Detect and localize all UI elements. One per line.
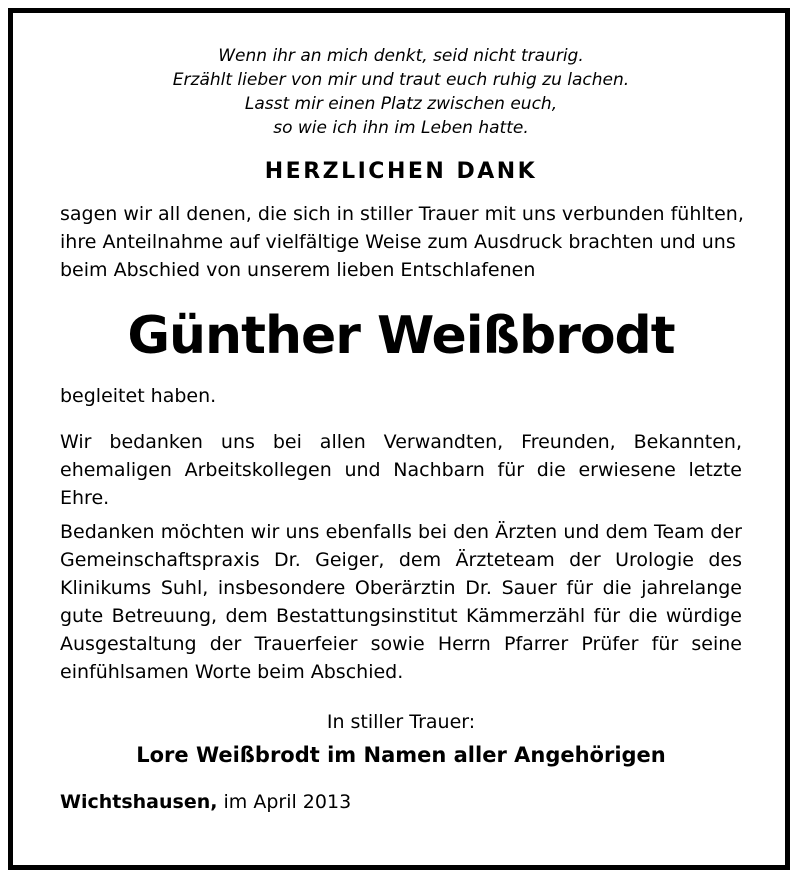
heading: HERZLICHEN DANK	[264, 159, 538, 184]
intro-line: sagen wir all denen, die sich in stiller Trauer mit uns verbunden fühlten,	[60, 203, 744, 225]
poem-line: Erzählt lieber von mir und traut euch ruhig zu lachen.	[172, 70, 630, 90]
mourning-line: In stiller Trauer:	[326, 711, 476, 733]
place-date-text: im April 2013	[223, 791, 352, 813]
intro-text	[60, 200, 742, 284]
signer: Lore Weißbrodt im Namen aller Angehörigen	[136, 743, 666, 767]
poem-line: Lasst mir einen Platz zwischen euch,	[244, 94, 558, 114]
after-name-text: begleitet haben.	[60, 385, 217, 407]
obituary-thanks-notice	[60, 44, 742, 816]
intro-line: ihre Anteilnahme auf vielfältige Weise zum Ausdruck brachten und uns	[60, 231, 736, 253]
poem-line: so wie ich ihn im Leben hatte.	[273, 118, 529, 138]
poem-line: Wenn ihr an mich denkt, seid nicht traurig.	[218, 46, 584, 66]
place-town: Wichtshausen,	[60, 791, 218, 813]
thanks-paragraph-1: Wir bedanken uns bei allen Verwandten, Freunden, Bekannten, ehemaligen Arbeitskollegen und Nachbarn für die erwiesene letzte Ehre.	[60, 431, 742, 509]
poem	[60, 44, 742, 140]
intro-line: beim Abschied von unserem lieben Entschlafenen	[60, 259, 536, 281]
thanks-paragraph-2: Bedanken möchten wir uns ebenfalls bei den Ärzten und dem Team der Gemeinschaftspraxis Dr. Geiger, dem Ärzteteam der Urologie des Klinikums Suhl, insbesondere Oberärztin Dr. Sauer für die jahrelange gute Betreuung, dem Bestattungsinstitut Kämmerzähl für die würdige Ausgestaltung der Trauerfeier sowie Herrn Pfarrer Prüfer für seine einfühlsamen Worte beim Abschied.	[60, 521, 742, 683]
deceased-name: Günther Weißbrodt	[127, 306, 675, 366]
place-date	[60, 788, 742, 816]
